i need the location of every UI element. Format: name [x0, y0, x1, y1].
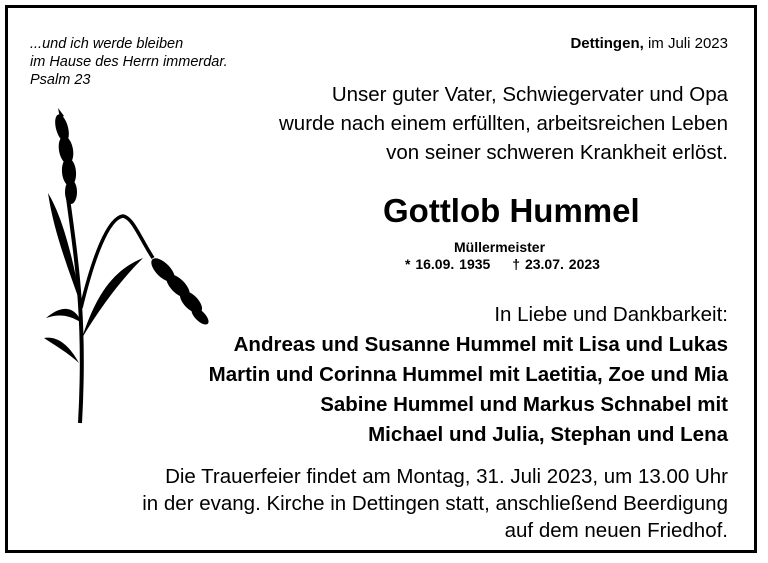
- funeral-line: auf dem neuen Friedhof.: [504, 519, 728, 542]
- mourner-line: Michael und Julia, Stephan und Lena: [368, 423, 728, 446]
- funeral-line: Die Trauerfeier findet am Montag, 31. Juli 2023, um 13.00 Uhr: [165, 465, 728, 488]
- place-city: Dettingen,: [570, 35, 644, 52]
- quote-line: im Hause des Herrn immerdar.: [30, 54, 228, 70]
- quote-line: ...und ich werde bleiben: [30, 36, 184, 52]
- intro-line: Unser guter Vater, Schwiegervater und Opa: [331, 83, 728, 106]
- funeral-line: in der evang. Kirche in Dettingen statt, anschließend Beerdigung: [142, 492, 728, 515]
- intro-line: von seiner schweren Krankheit erlöst.: [386, 141, 728, 164]
- mourner-line: Andreas und Susanne Hummel mit Lisa und Lukas: [233, 333, 728, 356]
- deceased-profession: Müllermeister: [454, 239, 546, 255]
- intro-text: [208, 80, 728, 167]
- obituary-frame: [5, 5, 757, 553]
- deceased-name: Gottlob Hummel: [383, 192, 640, 229]
- mourner-line: Sabine Hummel und Markus Schnabel mit: [320, 393, 728, 416]
- intro-line: wurde nach einem erfüllten, arbeitsreichen Leben: [279, 112, 728, 135]
- place-date: [570, 35, 728, 53]
- life-dates: [405, 256, 600, 273]
- birth-date: * 16.09. 1935: [405, 256, 491, 272]
- mourners-heading: In Liebe und Dankbarkeit:: [494, 303, 728, 326]
- wheat-ears-icon: [38, 108, 218, 438]
- mourner-line: Martin und Corinna Hummel mit Laetitia, Zoe und Mia: [208, 363, 728, 386]
- place-month: im Juli 2023: [643, 35, 728, 52]
- bible-quote: [30, 35, 228, 89]
- death-date: † 23.07. 2023: [512, 256, 600, 272]
- quote-source: Psalm 23: [30, 72, 91, 88]
- funeral-notice: [88, 463, 728, 544]
